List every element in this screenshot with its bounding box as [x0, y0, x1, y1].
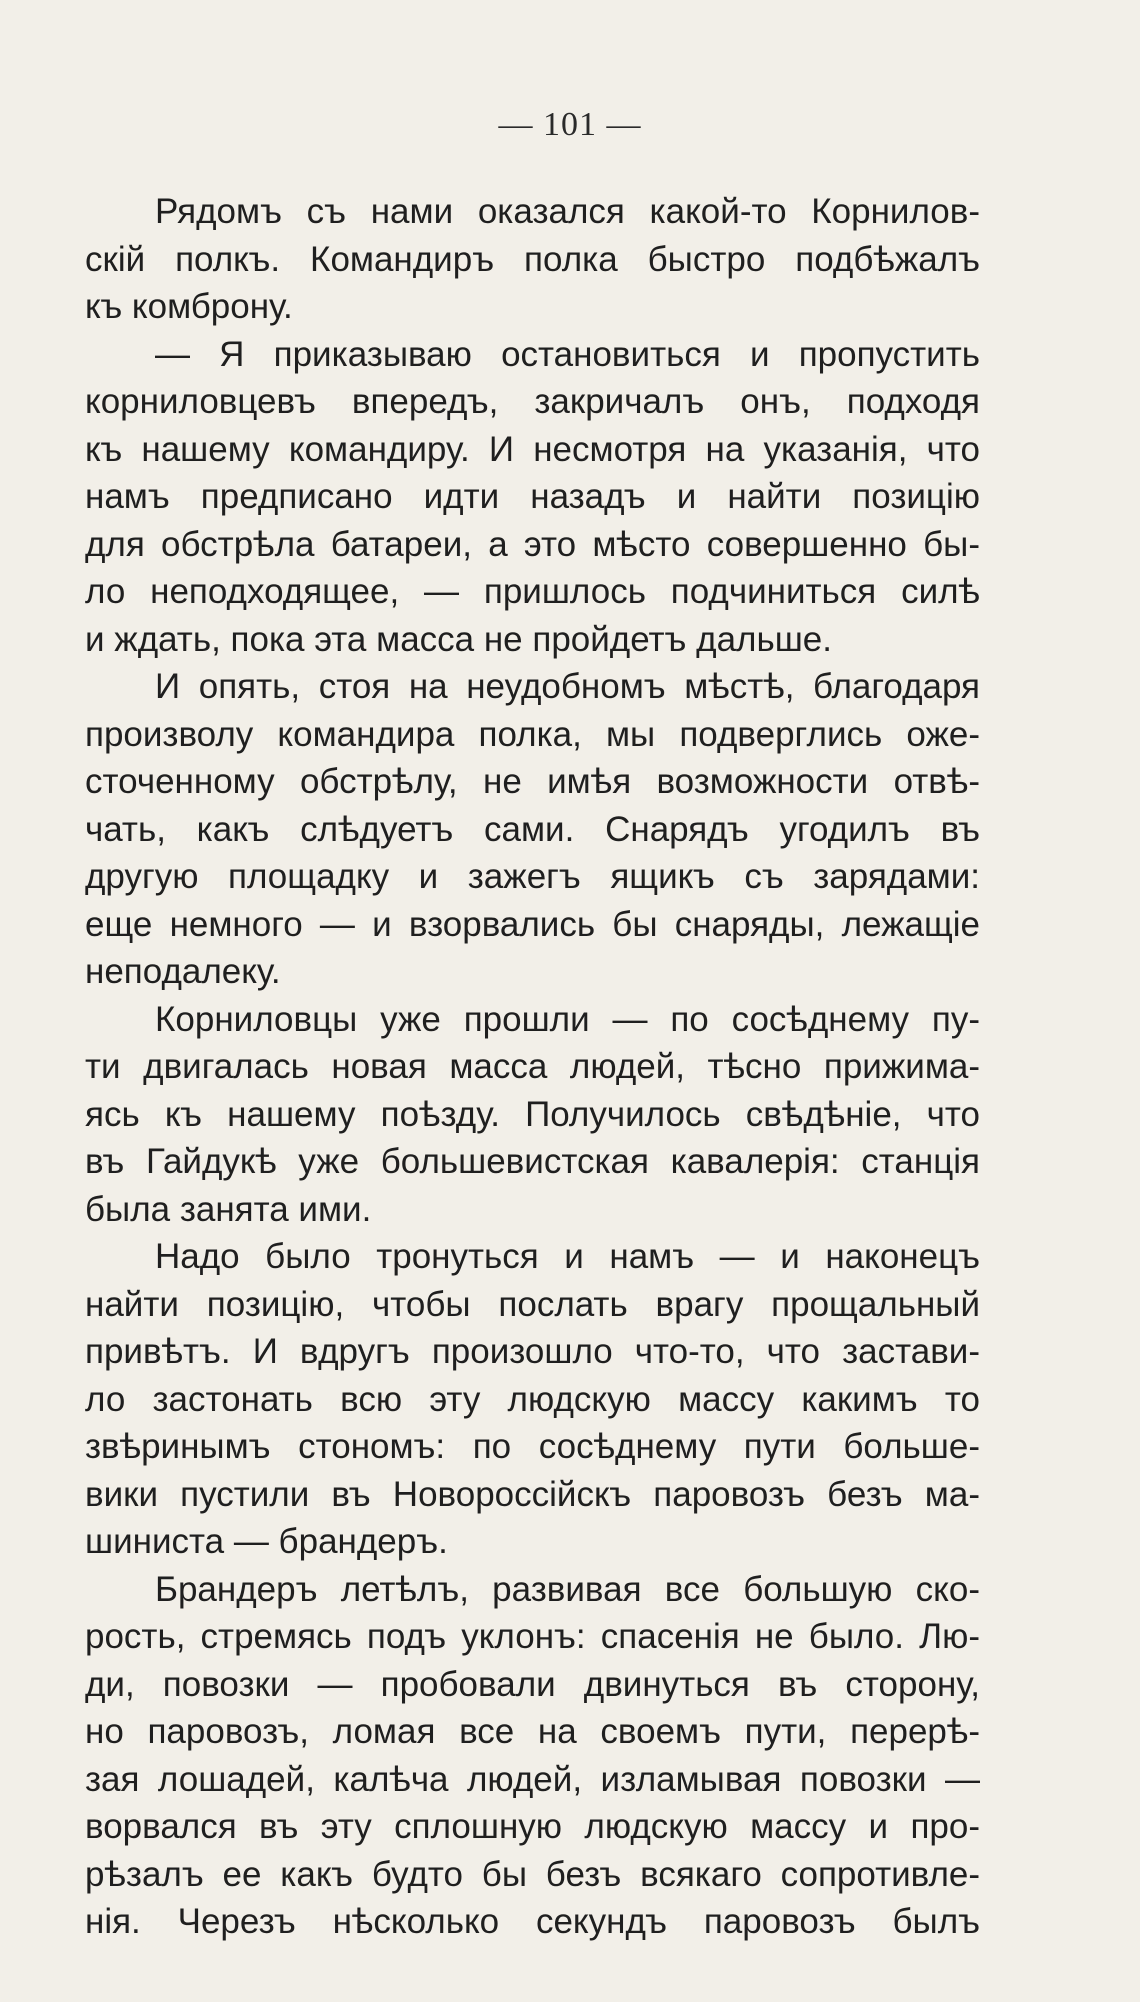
text-line: зая лошадей, калѣча людей, изламывая повозки — [85, 1759, 980, 1799]
text-line: ясь къ нашему поѣзду. Получилось свѣдѣніе, что [85, 1094, 980, 1134]
text-line: найти позицію, чтобы послать врагу прощальный [85, 1284, 980, 1324]
text-line: произволу командира полка, мы подверглись оже- [85, 714, 980, 754]
text-line: ворвался въ эту сплошную людскую массу и про- [85, 1807, 980, 1846]
paragraph-4 [85, 996, 980, 1234]
text-line: для обстрѣла батареи, а это мѣсто совершенно бы- [85, 524, 980, 564]
text-line: но паровозъ, ломая все на своемъ пути, перерѣ- [85, 1712, 980, 1751]
text-line: сточенному обстрѣлу, не имѣя возможности отвѣ- [85, 762, 980, 801]
paragraph-3 [85, 663, 980, 996]
text-line: Корниловцы уже прошли — по сосѣднему пу- [155, 999, 980, 1039]
page-text [85, 188, 980, 1946]
page-number: — 101 — [498, 106, 642, 143]
paragraph-5 [85, 1233, 980, 1566]
text-line: — Я приказываю остановиться и пропустить [155, 334, 980, 374]
text-line: чать, какъ слѣдуетъ сами. Снарядъ угодилъ въ [85, 809, 980, 849]
text-line: Надо было тронуться и намъ — и наконецъ [155, 1237, 980, 1276]
text-line: Рядомъ съ нами оказался какой-то Корнилов- [155, 192, 980, 231]
paragraph-1 [85, 188, 980, 331]
text-line: рость, стремясь подъ уклонъ: спасенія не было. Лю- [85, 1617, 980, 1656]
text-line: неподалеку. [85, 952, 281, 991]
text-line: скій полкъ. Командиръ полка быстро подбѣжалъ [85, 239, 980, 279]
text-line: къ комброну. [85, 287, 293, 326]
text-line: звѣринымъ стономъ: по сосѣднему пути больше- [85, 1427, 980, 1466]
text-line: къ нашему командиру. И несмотря на указанія, что [85, 429, 980, 469]
text-line: рѣзалъ ее какъ будто бы безъ всякаго сопротивле- [85, 1854, 980, 1894]
text-line: другую площадку и зажегъ ящикъ съ зарядами: [85, 857, 980, 896]
text-line: была занята ими. [85, 1189, 372, 1229]
text-line: ло застонать всю эту людскую массу какимъ то [85, 1379, 980, 1419]
text-line: ти двигалась новая масса людей, тѣсно прижима- [85, 1047, 980, 1086]
text-line: ди, повозки — пробовали двинуться въ сторону, [85, 1664, 980, 1704]
text-line: намъ предписано идти назадъ и найти позицію [85, 477, 980, 516]
text-line: шиниста — брандеръ. [85, 1522, 448, 1561]
text-line: въ Гайдукѣ уже большевистская кавалерія: станція [85, 1142, 980, 1181]
text-line: еще немного — и взорвались бы снаряды, лежащіе [85, 904, 980, 944]
text-line: ло неподходящее, — пришлось подчиниться силѣ [85, 572, 980, 611]
text-line: вики пустили въ Новороссійскъ паровозъ безъ ма- [85, 1474, 980, 1514]
text-line: корниловцевъ впередъ, закричалъ онъ, подходя [85, 382, 980, 421]
paragraph-2 [85, 331, 980, 664]
paragraph-6 [85, 1566, 980, 1946]
text-line: И опять, стоя на неудобномъ мѣстѣ, благодаря [155, 667, 980, 706]
text-line: привѣтъ. И вдругъ произошло что-то, что застави- [85, 1332, 980, 1371]
text-line: Брандеръ летѣлъ, развивая все большую ско- [155, 1569, 980, 1609]
text-line: и ждать, пока эта масса не пройдетъ дальше. [85, 619, 832, 659]
text-line: нія. Черезъ нѣсколько секундъ паровозъ былъ [85, 1902, 980, 1941]
